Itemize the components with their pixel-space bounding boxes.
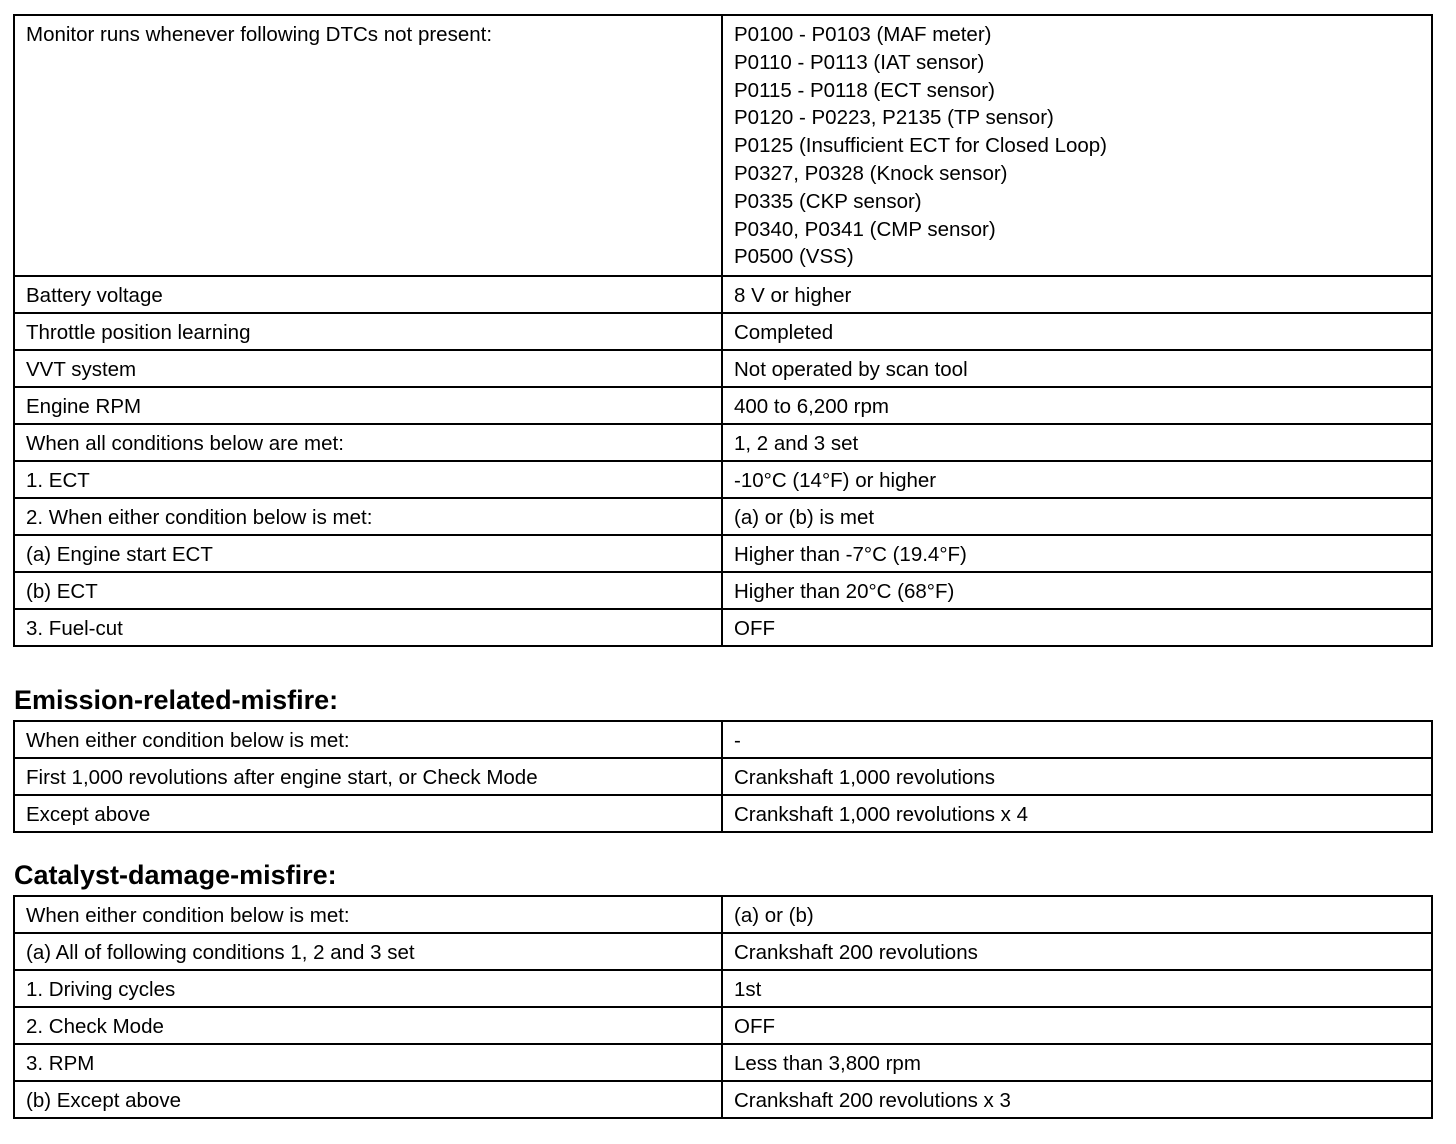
table-row [14,970,1432,1007]
dtc-item: P0100 - P0103 (MAF meter) [734,23,992,46]
catalyst-misfire-table [13,895,1433,1119]
condition-label: When either condition below is met: [14,721,722,758]
table-row [14,313,1432,350]
table-row [14,350,1432,387]
condition-label: (a) All of following conditions 1, 2 and 3 set [14,933,722,970]
condition-value: (a) or (b) [722,896,1432,933]
table-row [14,498,1432,535]
condition-label: 3. Fuel-cut [14,609,722,646]
condition-label: Engine RPM [14,387,722,424]
condition-value: Less than 3,800 rpm [722,1044,1432,1081]
table-row [14,795,1432,832]
dtc-item: P0120 - P0223, P2135 (TP sensor) [734,106,1054,130]
condition-value: (a) or (b) is met [722,498,1432,535]
condition-label: 1. Driving cycles [14,970,722,1007]
table-row [14,276,1432,313]
condition-label: First 1,000 revolutions after engine start, or Check Mode [14,758,722,795]
condition-value: Completed [722,313,1432,350]
table-row [14,609,1432,646]
dtc-item: P0327, P0328 (Knock sensor) [734,161,1008,185]
table-row [14,424,1432,461]
condition-label: (a) Engine start ECT [14,535,722,572]
condition-value: Not operated by scan tool [722,350,1432,387]
condition-label: VVT system [14,350,722,387]
table-row [14,387,1432,424]
table-row [14,1007,1432,1044]
condition-label: When either condition below is met: [14,896,722,933]
condition-label: 3. RPM [14,1044,722,1081]
condition-value: Crankshaft 200 revolutions [722,933,1432,970]
section-heading-catalyst-damage-misfire: Catalyst-damage-misfire: [14,860,337,890]
emission-misfire-table [13,720,1433,833]
condition-label: 2. Check Mode [14,1007,722,1044]
table-row [14,535,1432,572]
condition-value: Higher than -7°C (19.4°F) [722,535,1432,572]
condition-value: OFF [722,1007,1432,1044]
dtc-item: P0115 - P0118 (ECT sensor) [734,78,995,102]
condition-value: 400 to 6,200 rpm [722,387,1432,424]
condition-value: Crankshaft 200 revolutions x 3 [722,1081,1432,1118]
table-row [14,572,1432,609]
dtc-item: P0500 (VSS) [734,245,854,269]
condition-label: Throttle position learning [14,313,722,350]
table-row [14,758,1432,795]
condition-label: 2. When either condition below is met: [14,498,722,535]
dtc-label-cell: Monitor runs whenever following DTCs not present: [14,15,722,276]
monitor-conditions-table [13,14,1433,647]
condition-label: (b) ECT [14,572,722,609]
section-heading-emission-related-misfire: Emission-related-misfire: [14,685,339,715]
table-row [14,1044,1432,1081]
condition-label: When all conditions below are met: [14,424,722,461]
condition-value: 1st [722,970,1432,1007]
dtc-item: P0335 (CKP sensor) [734,189,922,213]
condition-value: Crankshaft 1,000 revolutions x 4 [722,795,1432,832]
condition-value: -10°C (14°F) or higher [722,461,1432,498]
condition-label: (b) Except above [14,1081,722,1118]
table-row [14,461,1432,498]
condition-value: - [722,721,1432,758]
table-row [14,896,1432,933]
dtc-list-cell [722,15,1432,276]
condition-label: Except above [14,795,722,832]
dtc-item: P0125 (Insufficient ECT for Closed Loop) [734,134,1108,158]
condition-value: Crankshaft 1,000 revolutions [722,758,1432,795]
condition-value: Higher than 20°C (68°F) [722,572,1432,609]
condition-label: 1. ECT [14,461,722,498]
dtc-item: P0110 - P0113 (IAT sensor) [734,50,985,74]
condition-label: Battery voltage [14,276,722,313]
table-row [14,721,1432,758]
table-row-dtc [14,15,1432,276]
table-row [14,1081,1432,1118]
condition-value: OFF [722,609,1432,646]
condition-value: 8 V or higher [722,276,1432,313]
table-row [14,933,1432,970]
condition-value: 1, 2 and 3 set [722,424,1432,461]
dtc-item: P0340, P0341 (CMP sensor) [734,217,996,241]
